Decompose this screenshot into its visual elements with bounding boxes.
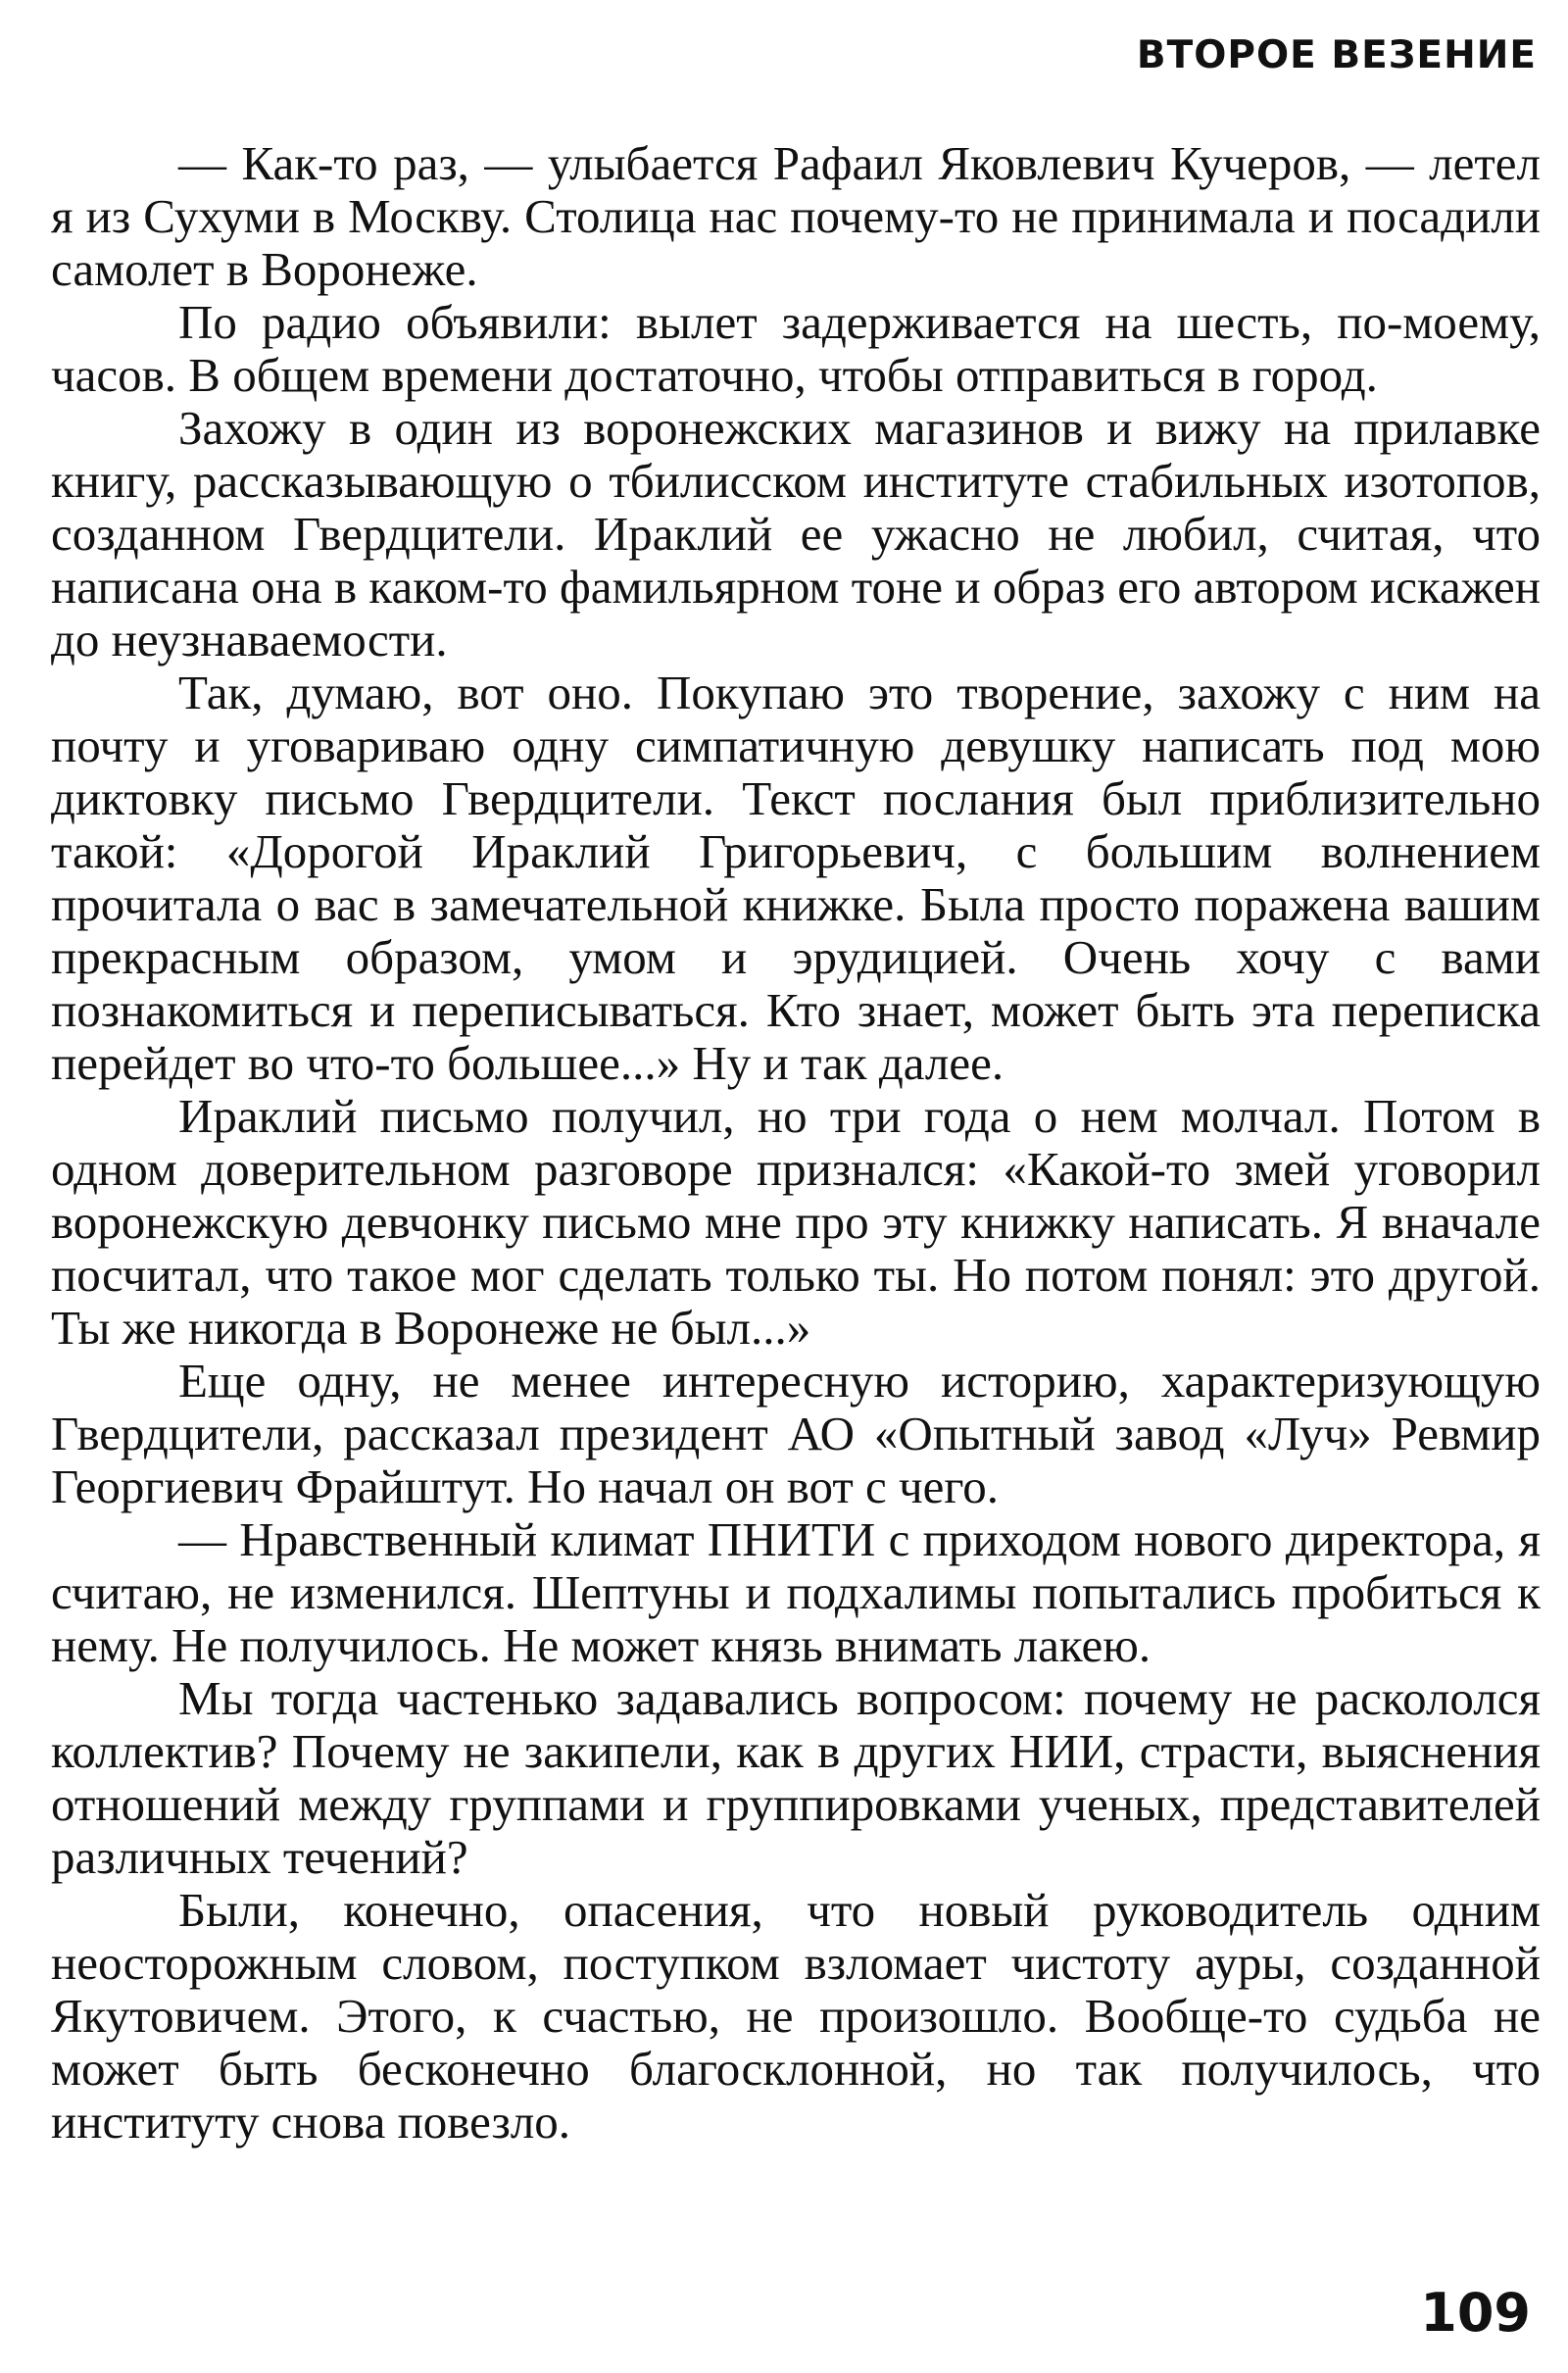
page-number: 109	[1420, 2282, 1531, 2344]
body-text	[51, 137, 1541, 2149]
paragraph: — Как-то раз, — улыбается Рафаил Яковлевич Кучеров, — летел я из Сухуми в Москву. Столица нас почему-то не принимала и посадили самолет в Воронеже.	[51, 136, 1541, 296]
paragraph: — Нравственный климат ПНИТИ с приходом нового директора, я считаю, не изменился. Шептуны и подхалимы попытались пробиться к нему. Не получилось. Не может князь внимать лакею.	[51, 1512, 1541, 1672]
paragraph: По радио объявили: вылет задерживается на шесть, по-моему, часов. В общем времени достаточно, чтобы отправиться в город.	[51, 295, 1541, 402]
paragraph: Ираклий письмо получил, но три года о нем молчал. Потом в одном доверительном разговоре признался: «Какой-то змей уговорил воронежскую девчонку письмо мне про эту книжку написать. Я вначале посчитал, что такое мог сделать только ты. Но потом понял: это другой. Ты же никогда в Воронеже не был...»	[51, 1089, 1541, 1355]
paragraph: Мы тогда частенько задавались вопросом: почему не раскололся коллектив? Почему не закипели, как в других НИИ, страсти, выяснения отношений между группами и группировками ученых, представителей различных течений?	[51, 1671, 1541, 1884]
paragraph: Еще одну, не менее интересную историю, характеризующую Гвердцители, рассказал президент АО «Опытный завод «Луч» Ревмир Георгиевич Фрайштут. Но начал он вот с чего.	[51, 1354, 1541, 1513]
paragraph: Так, думаю, вот оно. Покупаю это творение, захожу с ним на почту и уговариваю одну симпатичную девушку написать под мою диктовку письмо Гвердцители. Текст послания был приблизительно такой: «Дорогой Ираклий Григорьевич, с большим волнением прочитала о вас в замечательной книжке. Была просто поражена вашим прекрасным образом, умом и эрудицией. Очень хочу с вами познакомиться и переписываться. Кто знает, может быть эта переписка перейдет во что-то большее...» Ну и так далее.	[51, 666, 1541, 1090]
paragraph: Захожу в один из воронежских магазинов и вижу на прилавке книгу, рассказывающую о тбилисском институте стабильных изотопов, созданном Гвердцители. Ираклий ее ужасно не любил, считая, что написана она в каком-то фамильярном тоне и образ его автором искажен до неузнаваемости.	[51, 401, 1541, 667]
paragraph: Были, конечно, опасения, что новый руководитель одним неосторожным словом, поступком взломает чистоту ауры, созданной Якутовичем. Этого, к счастью, не произошло. Вообще-то судьба не может быть бесконечно благосклонной, но так получилось, что институту снова повезло.	[51, 1883, 1541, 2149]
running-header: ВТОРОЕ ВЕЗЕНИЕ	[1136, 33, 1537, 77]
